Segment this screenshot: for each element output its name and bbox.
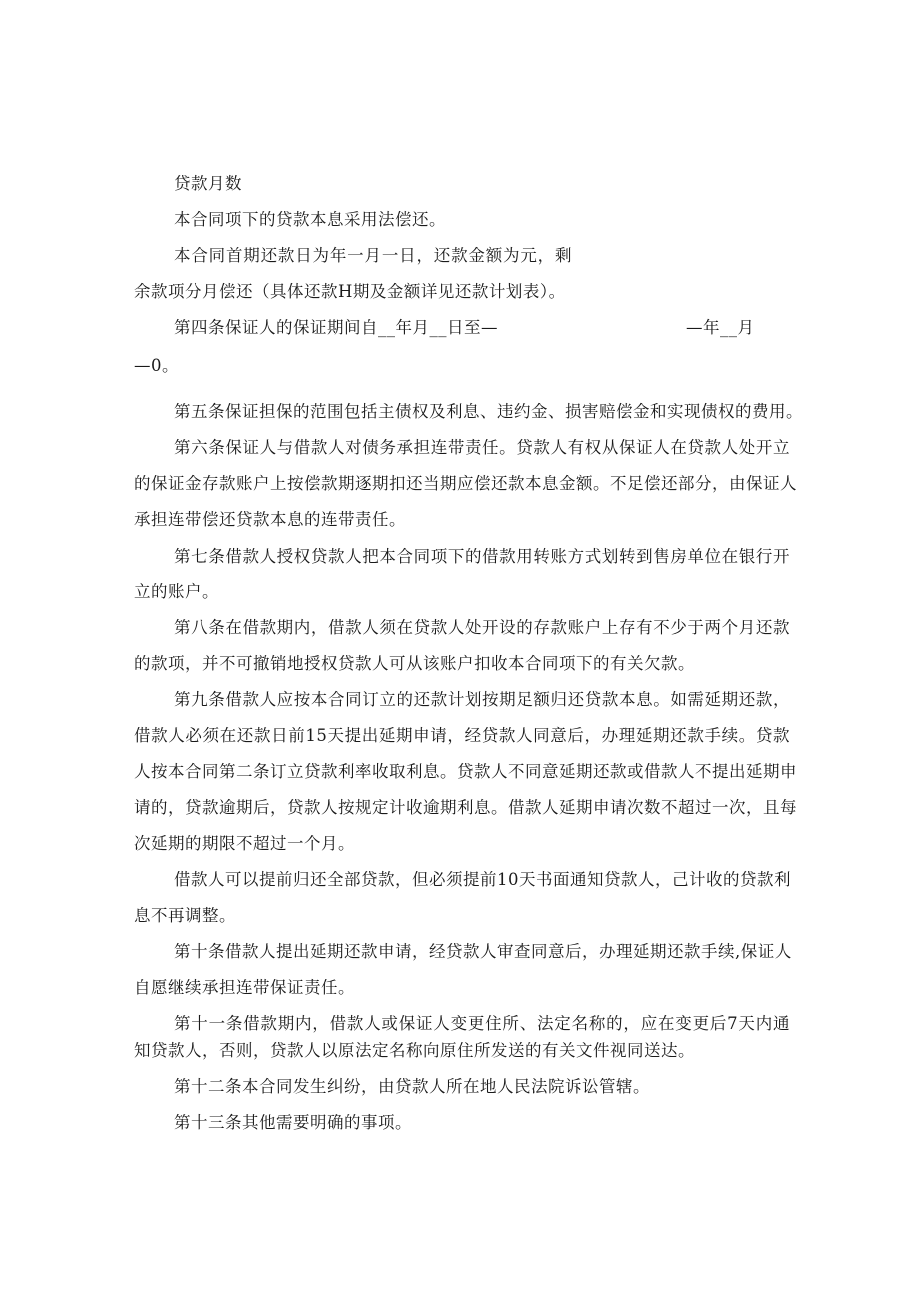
text-line: 本合同首期还款日为年一月一日，还款金额为元，剩 [174, 246, 572, 265]
text-line: 请的，贷款逾期后，贷款人按规定计收逾期利息。借款人延期申请次数不超过一次，且每 [134, 798, 797, 817]
text-line: 息不再调整。 [134, 906, 236, 925]
text-line: 第十三条其他需要明确的事项。 [174, 1113, 412, 1132]
text-line: 次延期的期限不超过一个月。 [134, 834, 355, 853]
text-line: 的保证金存款账户上按偿款期逐期扣还当期应偿还款本息金额。不足偿还部分，由保证人 [134, 474, 797, 493]
text-line: 贷款月数 [174, 174, 242, 193]
text-line: 第九条借款人应按本合同订立的还款计划按期足额归还贷款本息。如需延期还款， [174, 690, 790, 709]
text-line: 第六条保证人与借款人对债务承担连带责任。贷款人有权从保证人在贷款人处开立 [174, 438, 790, 457]
text-line: 第五条保证担保的范围包括主债权及利息、违约金、损害赔偿金和实现债权的费用。 [174, 402, 803, 421]
text-line: —0。 [134, 356, 179, 375]
text-line: 自愿继续承担连带保证责任。 [134, 978, 355, 997]
text-line: 的款项，并不可撤销地授权贷款人可从该账户扣收本合同项下的有关欠款。 [134, 654, 695, 673]
text-line: 第四条保证人的保证期间自__年月__日至— [174, 318, 498, 337]
text-line: 立的账户。 [134, 582, 219, 601]
text-line: 知贷款人，否则，贷款人以原法定名称向原住所发送的有关文件视同送达。 [134, 1041, 695, 1060]
text-line: 第十条借款人提出延期还款申请，经贷款人审查同意后，办理延期还款手续,保证人 [174, 942, 792, 961]
text-line: 人按本合同第二条订立贷款利率收取利息。贷款人不同意延期还款或借款人不提出延期申 [134, 762, 797, 781]
text-line: 第八条在借款期内，借款人须在贷款人处开设的存款账户上存有不少于两个月还款 [174, 618, 790, 637]
text-line: —年__月 [686, 318, 755, 337]
text-line: 第七条借款人授权贷款人把本合同项下的借款用转账方式划转到售房单位在银行开 [174, 547, 790, 566]
text-line: 第十一条借款期内，借款人或保证人变更住所、法定名称的，应在变更后7天内通 [174, 1014, 790, 1033]
text-line: 借款人可以提前归还全部贷款，但必须提前10天书面通知贷款人，己计收的贷款利 [174, 870, 791, 889]
text-line: 承担连带偿还贷款本息的连带责任。 [134, 510, 406, 529]
text-line: 余款项分月偿还（具体还款H期及金额详见还款计划表）。 [134, 282, 566, 301]
text-line: 第十二条本合同发生纠纷，由贷款人所在地人民法院诉讼管辖。 [174, 1077, 650, 1096]
text-line: 本合同项下的贷款本息采用法偿还。 [174, 210, 446, 229]
text-line: 借款人必须在还款日前15天提出延期申请，经贷款人同意后，办理延期还款手续。贷款 [134, 726, 790, 745]
